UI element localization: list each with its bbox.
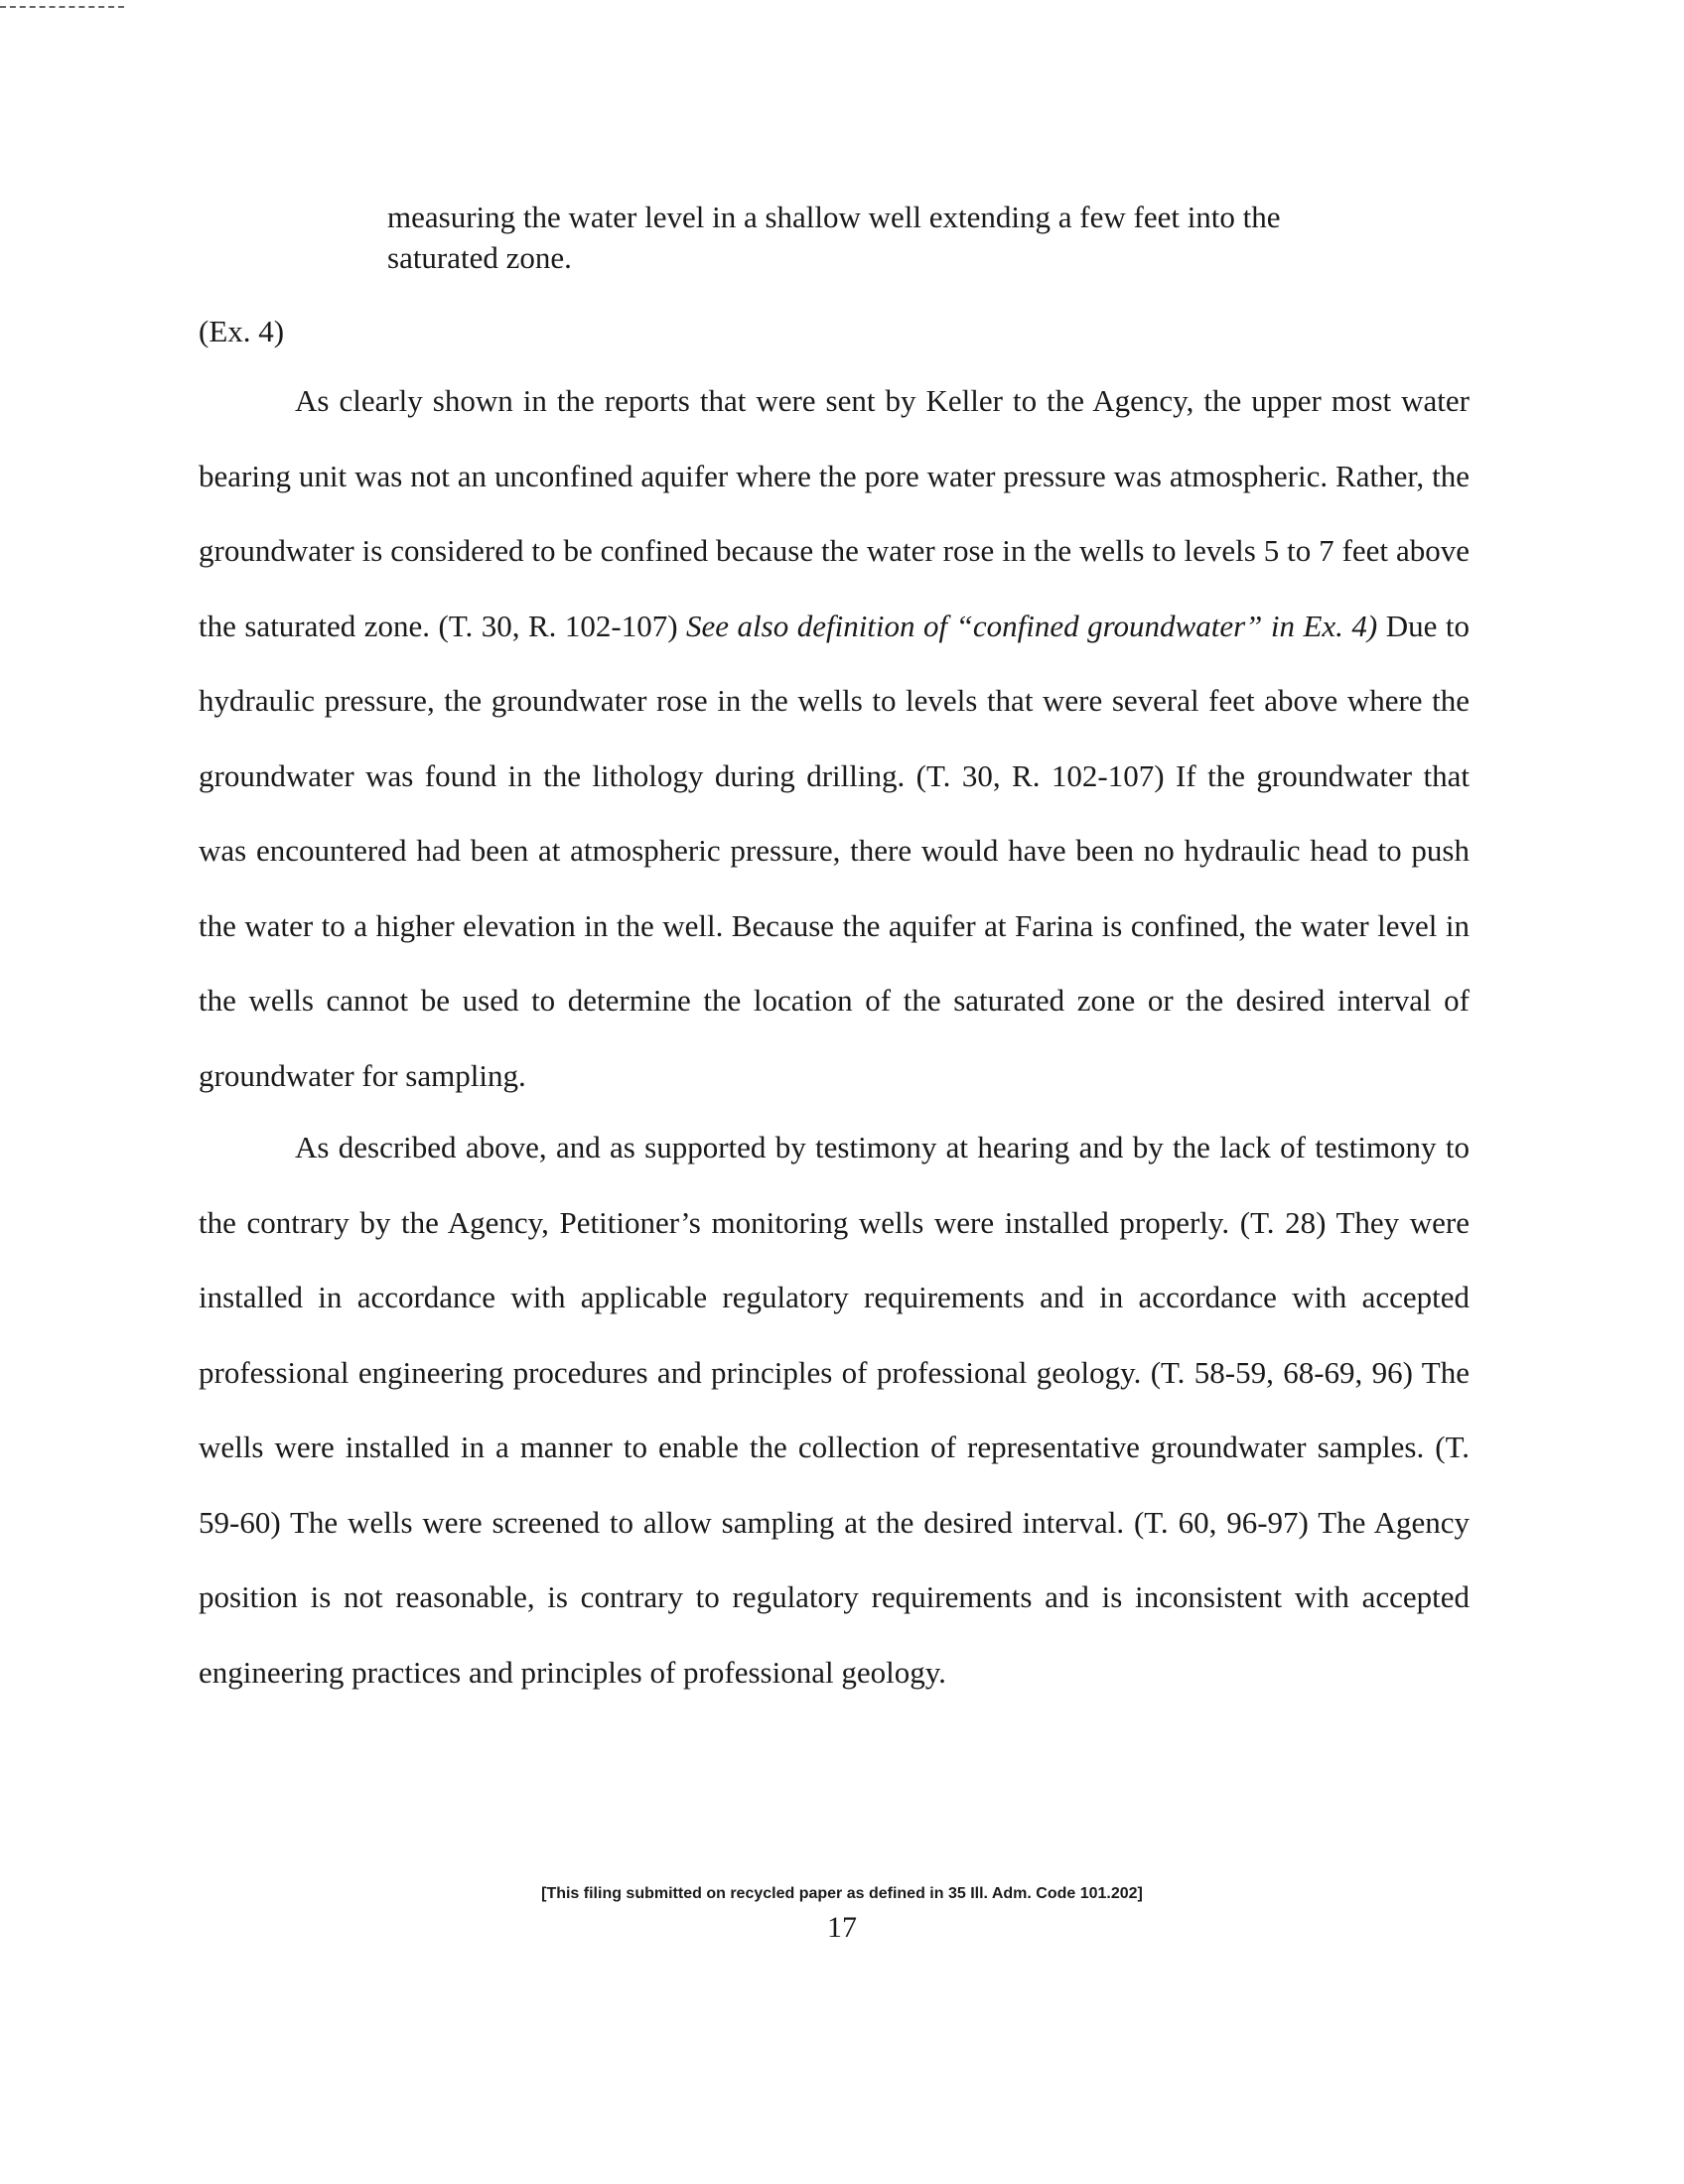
exhibit-citation: (Ex. 4)	[199, 314, 285, 348]
page-number: 17	[827, 1911, 857, 1944]
paragraph-1-text-b: Due to hydraulic pressure, the groundwater rose in the wells to levels that were several feet above where the groundwater was found in the lithology during drilling. (T. 30, R. 102-107) If the groundwater that was encountered had been at atmospheric pressure, there would have been no hydraulic head to push the water to a higher elevation in the well. Because the aquifer at Farina is confined, the water level in the wells cannot be used to determine the location of the saturated zone or the desired interval of groundwater for sampling.	[199, 608, 1470, 1093]
paragraph-1-text-a: As clearly shown in the reports that were sent by Keller to the Agency, the upper most water bearing unit was not an unconfined aquifer where the pore water pressure was atmospheric. Rather, the groundwater is considered to be confined because the water rose in the wells to levels 5 to 7 feet above the saturated zone. (T. 30, R. 102-107)	[199, 383, 1470, 643]
scan-edge-mark	[0, 6, 124, 8]
paragraph-wells-installed-properly: As described above, and as supported by testimony at hearing and by the lack of testimony to the contrary by the Agency, Petitioner’s monitoring wells were installed properly. (T. 28) They were installed in accordance with applicable regulatory requirements and in accordance with accepted professional engineering procedures and principles of professional geology. (T. 58-59, 68-69, 96) The wells were installed in a manner to enable the collection of representative groundwater samples. (T. 59-60) The wells were screened to allow sampling at the desired interval. (T. 60, 96-97) The Agency position is not reasonable, is contrary to regulatory requirements and is inconsistent with accepted engineering practices and principles of professional geology.	[199, 1130, 1470, 1690]
recycled-paper-notice: [This filing submitted on recycled paper as defined in 35 Ill. Adm. Code 101.202]	[541, 1885, 1143, 1902]
block-quote: measuring the water level in a shallow well extending a few feet into the saturated zone.	[387, 200, 1281, 275]
paragraph-confined-aquifer	[199, 363, 1470, 1113]
paragraph-1-italic-reference: See also definition of “confined groundwater” in Ex. 4)	[686, 608, 1378, 643]
